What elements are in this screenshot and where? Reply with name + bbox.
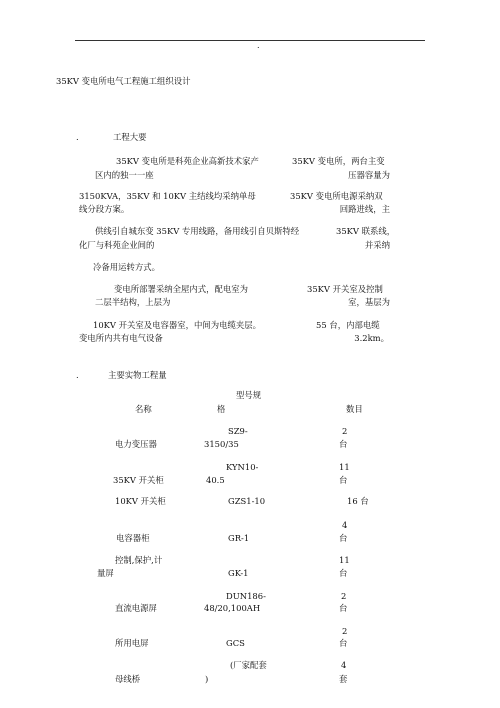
p5-line2-right: 3.2km。 xyxy=(354,333,389,343)
p1-line2-left: 区内的独一一座 xyxy=(95,170,154,180)
p5-line2-left: 变电所内共有电气设备 xyxy=(79,333,163,343)
row-qty-line2: 台 xyxy=(339,638,348,648)
header-qty: 数目 xyxy=(346,404,363,414)
row-model-line1: GK-1 xyxy=(228,568,249,578)
row-qty-line1: 2 xyxy=(342,426,348,436)
row-qty-line1: 4 xyxy=(341,660,347,670)
header-model-line2: 格 xyxy=(217,404,226,414)
p4-line2-left: 二层半结构，上层为 xyxy=(95,297,171,307)
section-2-heading: 主要实物工程量 xyxy=(108,370,167,380)
header-dot: . xyxy=(257,41,260,50)
row-model-line1: GR-1 xyxy=(228,533,250,543)
p1-line1-left: 35KV 变电所是科苑企业高新技术家产 xyxy=(116,156,259,166)
row-qty-line2: 台 xyxy=(339,475,348,485)
section-1-heading: 工程大要 xyxy=(113,132,147,142)
p2-line2-left: 线分段方案。 xyxy=(79,204,130,214)
row-model-line2: 3150/35 xyxy=(204,439,239,449)
row-name-line1: 直流电源屏 xyxy=(115,603,157,613)
section-1-number: . xyxy=(76,132,79,142)
row-model-line1: SZ9- xyxy=(228,426,248,436)
row-qty-line1: 11 xyxy=(339,462,350,472)
p4-line1-right: 35KV 开关室及控制 xyxy=(307,284,383,294)
row-model-line2: ) xyxy=(205,674,209,684)
header-name: 名称 xyxy=(135,404,152,414)
row-name-line1: 控制,保护,计 xyxy=(115,555,163,565)
row-qty-line1: 2 xyxy=(342,626,348,636)
row-qty-line2: 台 xyxy=(339,439,348,449)
row-qty-line2: 台 xyxy=(339,568,348,578)
p3-line1-right: 35KV 联系线， xyxy=(336,226,396,236)
p3-line2-left: 化厂与科苑企业间的 xyxy=(79,240,155,250)
row-model-line1: GZS1-10 xyxy=(228,496,266,506)
p1-line1-right: 35KV 变电所，两台主变 xyxy=(292,156,385,166)
document-title: 35KV 变电所电气工程施工组织设计 xyxy=(56,76,191,86)
p2-line1-right: 35KV 变电所电源采纳双 xyxy=(290,191,383,201)
p3-line1-left: 供线引自城东变 35KV 专用线路，备用线引自贝斯特经 xyxy=(95,226,300,236)
row-qty-line1: 16 台 xyxy=(347,496,369,506)
row-name-line1: 35KV 开关柜 xyxy=(113,475,164,485)
p2-line1-left: 3150KVA，35KV 和 10KV 主结线均采纳单母 xyxy=(79,191,256,201)
p5-line1-left: 10KV 开关室及电容器室，中间为电缆夹层。 xyxy=(93,320,261,330)
p3-line2-right: 并采纳 xyxy=(364,240,390,250)
p5-line1-right: 55 台，内部电缆 xyxy=(316,320,380,330)
p4-line1-left: 变电所部署采纳全屋内式，配电室为 xyxy=(114,284,248,294)
p1-line2-right: 压器容量为 xyxy=(348,170,390,180)
row-name-line1: 电力变压器 xyxy=(115,439,157,449)
row-name-line1: 电容器柜 xyxy=(116,533,150,543)
row-name-line1: 母线桥 xyxy=(115,674,141,684)
row-qty-line1: 11 xyxy=(339,555,350,565)
row-name-line2: 量屏 xyxy=(97,568,114,578)
row-name-line1: 所用电屏 xyxy=(115,638,149,648)
p3-line3: 冷备用运转方式。 xyxy=(93,262,160,272)
row-qty-line2: 台 xyxy=(339,533,348,543)
row-model-line1: (厂家配套 xyxy=(230,660,267,670)
row-model-line1: GCS xyxy=(226,638,245,648)
row-name-line1: 10KV 开关柜 xyxy=(115,496,166,506)
row-qty-line1: 2 xyxy=(341,591,347,601)
row-model-line2: 48/20,100AH xyxy=(204,603,261,613)
row-qty-line2: 套 xyxy=(339,674,348,684)
row-model-line1: DUN186- xyxy=(226,591,266,601)
section-2-number: . xyxy=(76,370,79,380)
row-qty-line2: 台 xyxy=(339,603,348,613)
header-rule xyxy=(75,40,425,41)
header-model-line1: 型号规 xyxy=(236,390,262,400)
row-model-line2: 40.5 xyxy=(206,475,225,485)
p2-line2-right: 回路进线，主 xyxy=(339,204,390,214)
p4-line2-right: 室，基层为 xyxy=(348,297,390,307)
row-qty-line1: 4 xyxy=(342,520,348,530)
row-model-line1: KYN10- xyxy=(226,462,259,472)
